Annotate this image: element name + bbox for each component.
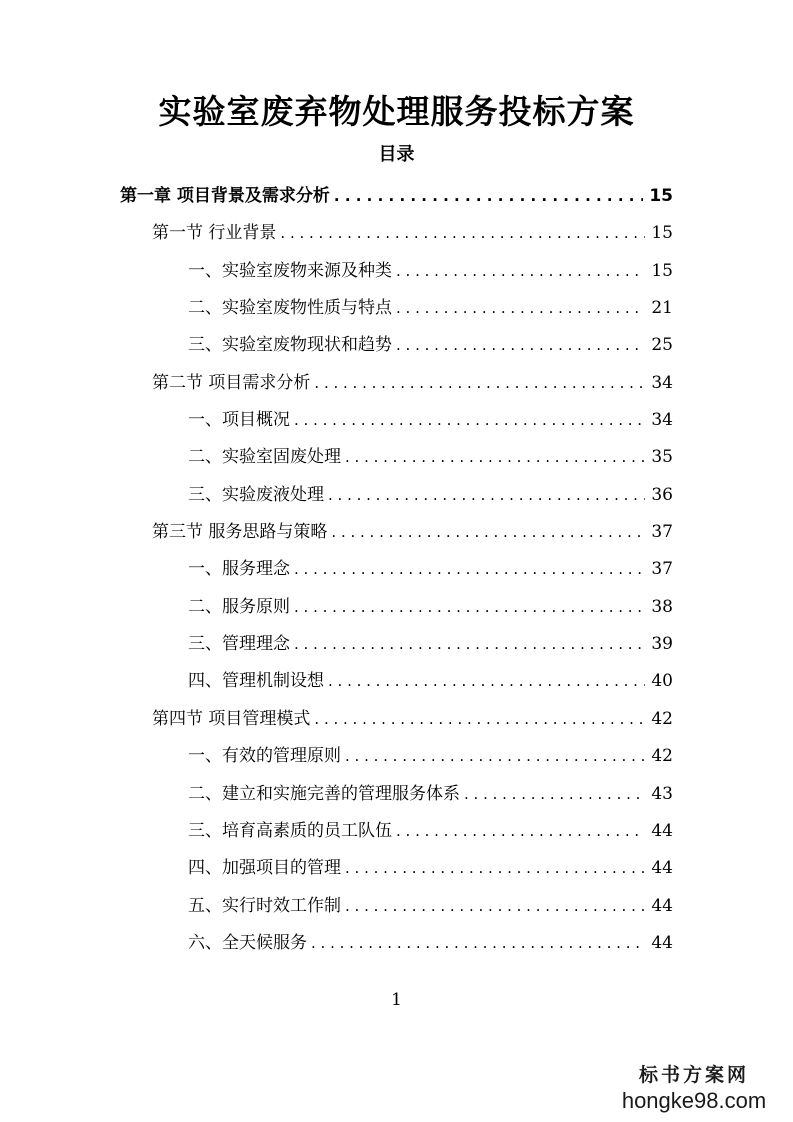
toc-entry-page: 42 bbox=[651, 708, 673, 729]
toc-entry-page: 37 bbox=[651, 559, 673, 580]
toc-entry-page: 25 bbox=[651, 335, 673, 356]
toc-entry-page: 35 bbox=[651, 447, 673, 468]
toc-entry-label: 二、建立和实施完善的管理服务体系 bbox=[188, 783, 460, 804]
toc-entry-label: 三、实验废液处理 bbox=[188, 484, 324, 505]
toc-dot-leader bbox=[396, 813, 645, 850]
toc-dot-leader bbox=[331, 514, 645, 551]
toc-entry-label: 五、实行时效工作制 bbox=[188, 895, 341, 916]
toc-entry[interactable] bbox=[120, 290, 673, 327]
toc-entry-label: 一、项目概况 bbox=[188, 410, 290, 431]
toc-entry-label: 一、实验室废物来源及种类 bbox=[188, 260, 392, 281]
toc-dot-leader bbox=[311, 925, 645, 962]
toc-dot-leader bbox=[294, 551, 645, 588]
toc-dot-leader bbox=[314, 701, 645, 738]
toc-entry-page: 44 bbox=[651, 858, 673, 879]
toc-entry-label: 第三节 服务思路与策略 bbox=[152, 522, 328, 543]
toc-entry-label: 二、实验室废物性质与特点 bbox=[188, 298, 392, 319]
toc-entry-page: 37 bbox=[651, 522, 673, 543]
toc-entry-page: 38 bbox=[651, 596, 673, 617]
toc-entry[interactable] bbox=[120, 701, 673, 738]
toc-entry-page: 34 bbox=[651, 410, 673, 431]
toc-entry[interactable] bbox=[120, 850, 673, 887]
toc-entry[interactable] bbox=[120, 776, 673, 813]
toc-dot-leader bbox=[464, 776, 645, 813]
toc-entry-page: 44 bbox=[651, 895, 673, 916]
toc-entry[interactable] bbox=[120, 551, 673, 588]
toc-entry-page: 15 bbox=[651, 260, 673, 281]
toc-entry-page: 42 bbox=[651, 746, 673, 767]
toc-entry-page: 15 bbox=[649, 186, 673, 206]
toc-entry-page: 36 bbox=[651, 484, 673, 505]
toc-entry[interactable] bbox=[120, 738, 673, 775]
watermark-name: 标书方案网 bbox=[638, 1064, 749, 1086]
toc-entry-label: 第四节 项目管理模式 bbox=[152, 708, 311, 729]
toc-entry[interactable] bbox=[120, 477, 673, 514]
toc-entry-page: 34 bbox=[651, 372, 673, 393]
toc-entry-label: 四、加强项目的管理 bbox=[188, 858, 341, 879]
toc-entry-label: 六、全天候服务 bbox=[188, 932, 307, 953]
table-of-contents bbox=[120, 178, 673, 962]
toc-entry-label: 二、服务原则 bbox=[188, 596, 290, 617]
watermark-url: hongke98.com bbox=[621, 1088, 767, 1113]
toc-entry-label: 一、服务理念 bbox=[188, 559, 290, 580]
toc-dot-leader bbox=[294, 402, 645, 439]
page-number: 1 bbox=[391, 990, 402, 1010]
toc-dot-leader bbox=[345, 738, 645, 775]
toc-entry[interactable] bbox=[120, 402, 673, 439]
toc-entry[interactable] bbox=[120, 215, 673, 252]
toc-entry[interactable] bbox=[120, 813, 673, 850]
toc-entry-label: 第一节 行业背景 bbox=[152, 223, 277, 244]
toc-entry-label: 第一章 项目背景及需求分析 bbox=[120, 186, 330, 206]
watermark-logo bbox=[609, 1062, 779, 1114]
toc-heading: 目录 bbox=[378, 144, 415, 165]
toc-entry-page: 43 bbox=[651, 783, 673, 804]
toc-dot-leader bbox=[328, 477, 645, 514]
toc-entry-page: 39 bbox=[651, 634, 673, 655]
toc-entry-page: 40 bbox=[651, 671, 673, 692]
toc-dot-leader bbox=[396, 327, 645, 364]
toc-dot-leader bbox=[280, 215, 645, 252]
toc-entry-label: 三、培育高素质的员工队伍 bbox=[188, 820, 392, 841]
toc-entry-label: 第二节 项目需求分析 bbox=[152, 372, 311, 393]
toc-dot-leader bbox=[345, 850, 645, 887]
toc-entry[interactable] bbox=[120, 589, 673, 626]
toc-dot-leader bbox=[345, 439, 645, 476]
toc-entry[interactable] bbox=[120, 514, 673, 551]
toc-entry-page: 44 bbox=[651, 932, 673, 953]
toc-dot-leader bbox=[294, 626, 645, 663]
toc-entry-page: 44 bbox=[651, 820, 673, 841]
toc-dot-leader bbox=[328, 663, 645, 700]
toc-dot-leader bbox=[396, 253, 645, 290]
toc-entry[interactable] bbox=[120, 178, 673, 215]
toc-entry-page: 15 bbox=[651, 223, 673, 244]
toc-entry-label: 一、有效的管理原则 bbox=[188, 746, 341, 767]
toc-entry[interactable] bbox=[120, 253, 673, 290]
toc-entry[interactable] bbox=[120, 365, 673, 402]
toc-dot-leader bbox=[396, 290, 645, 327]
toc-entry-page: 21 bbox=[651, 298, 673, 319]
toc-entry[interactable] bbox=[120, 327, 673, 364]
toc-dot-leader bbox=[334, 178, 643, 215]
toc-entry[interactable] bbox=[120, 439, 673, 476]
toc-entry-label: 四、管理机制设想 bbox=[188, 671, 324, 692]
toc-entry[interactable] bbox=[120, 925, 673, 962]
toc-dot-leader bbox=[345, 888, 645, 925]
toc-dot-leader bbox=[314, 365, 645, 402]
toc-entry[interactable] bbox=[120, 888, 673, 925]
toc-dot-leader bbox=[294, 589, 645, 626]
toc-entry-label: 二、实验室固废处理 bbox=[188, 447, 341, 468]
document-title: 实验室废弃物处理服务投标方案 bbox=[158, 92, 635, 131]
toc-entry[interactable] bbox=[120, 626, 673, 663]
toc-entry-label: 三、实验室废物现状和趋势 bbox=[188, 335, 392, 356]
toc-entry-label: 三、管理理念 bbox=[188, 634, 290, 655]
toc-entry[interactable] bbox=[120, 663, 673, 700]
